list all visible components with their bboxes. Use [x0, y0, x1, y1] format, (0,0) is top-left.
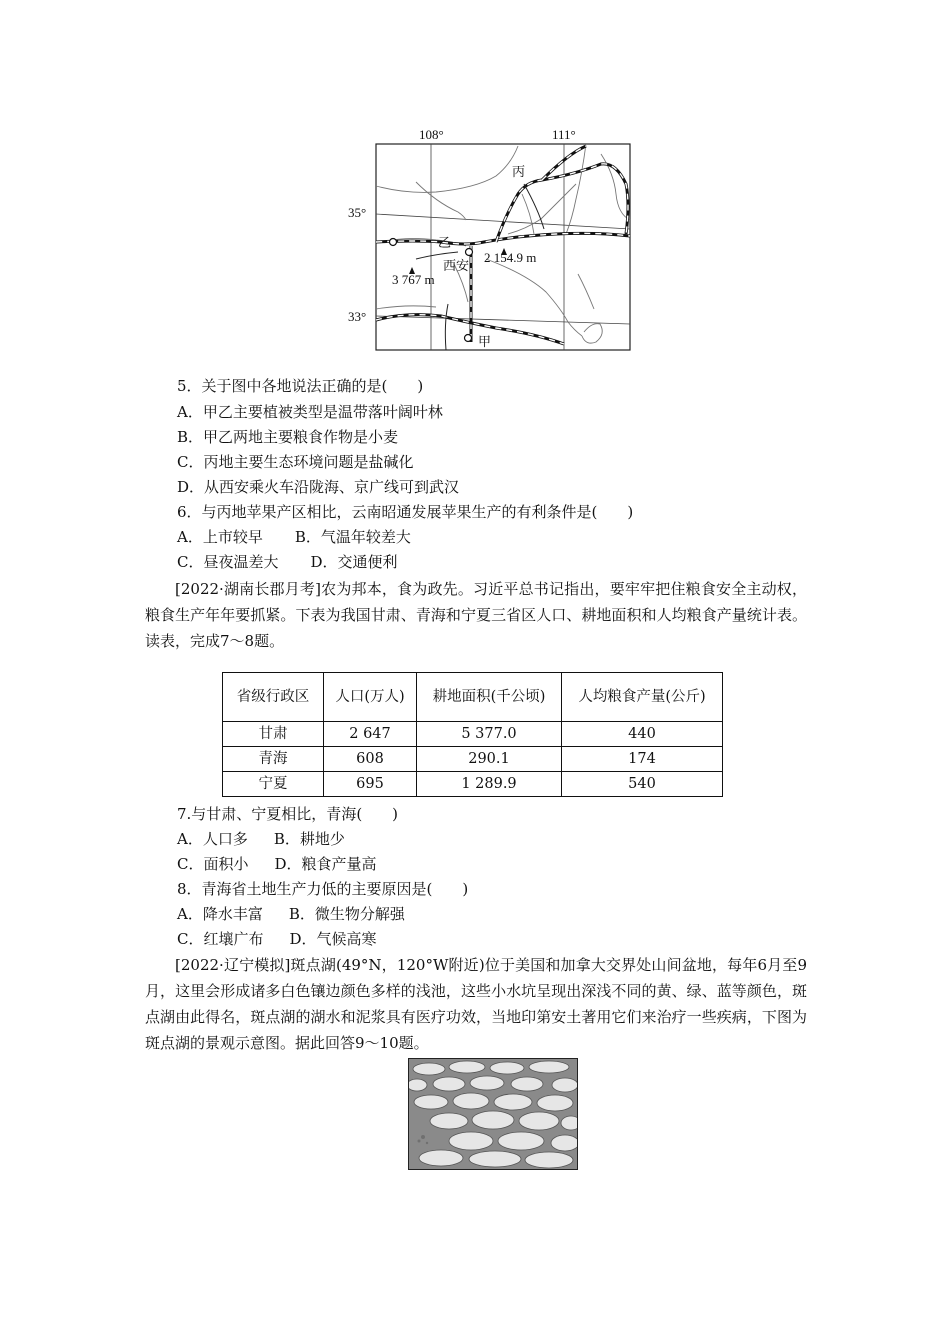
q5-option-b: B．甲乙两地主要粮食作物是小麦	[177, 428, 399, 446]
lon-label-108: 108°	[419, 127, 444, 142]
q7-options-row2	[177, 854, 377, 874]
q8-option-b: B．微生物分解强	[288, 905, 405, 923]
map-grid	[376, 144, 630, 350]
table-cell: 608	[324, 747, 417, 772]
q5-option-a: A．甲乙主要植被类型是温带落叶阔叶林	[177, 403, 443, 421]
intro-passage-7-8: [2022·湖南长郡月考]农为邦本，食为政先。习近平总书记指出，要牢牢把住粮食安全主动权，粮食生产年年要抓紧。下表为我国甘肃、青海和宁夏三省区人口、耕地面积和人均粮食产量统计表。读表，完成7～8题。	[145, 580, 807, 650]
map-railways	[376, 146, 630, 344]
q8-stem: 8．青海省土地生产力低的主要原因是( )	[177, 880, 469, 898]
table-row	[223, 772, 723, 797]
q5-option-c: C．丙地主要生态环境问题是盐碱化	[177, 453, 414, 471]
table-cell: 440	[562, 722, 723, 747]
xian-marker	[466, 249, 473, 256]
q8-options-row1	[177, 904, 405, 924]
place-xian: 西安	[443, 259, 470, 274]
table-cell: 2 647	[324, 722, 417, 747]
q8-option-c: C．红壤广布	[177, 930, 264, 948]
intro-passage-9-10: [2022·辽宁模拟]斑点湖(49°N，120°W附近)位于美国和加拿大交界处山间盆地，每年6月至9月，这里会形成诸多白色镶边颜色多样的浅池，这些小水坑呈现出深浅不同的黄、绿、蓝等颜色，斑点湖由此得名，斑点湖的湖水和泥浆具有医疗功效，当地印第安土著用它们来治疗一些疾病，下图为斑点湖的景观示意图。据此回答9～10题。	[145, 956, 807, 1052]
stats-table	[222, 672, 723, 797]
table-row	[223, 722, 723, 747]
q6-option-c: C．昼夜温差大	[177, 553, 279, 571]
table-header-row	[223, 673, 723, 722]
table-cell: 青海	[223, 747, 324, 772]
q7-option-d: D．粮食产量高	[274, 855, 377, 873]
q6-option-b: B．气温年较差大	[294, 528, 411, 546]
spotted-lake-illustration	[409, 1059, 577, 1169]
table-header: 省级行政区	[223, 673, 324, 722]
lon-label-111: 111°	[552, 127, 576, 142]
table-cell: 宁夏	[223, 772, 324, 797]
lat-label-33: 33°	[348, 309, 367, 324]
q7-options-row1	[177, 829, 345, 849]
map-frame	[376, 144, 630, 350]
q6-options-row2	[177, 552, 398, 572]
q6-option-a: A．上市较早	[177, 528, 263, 546]
q6-stem: 6．与丙地苹果产区相比，云南昭通发展苹果生产的有利条件是( )	[177, 503, 634, 521]
table-header: 耕地面积(千公顷)	[417, 673, 562, 722]
table-cell: 174	[562, 747, 723, 772]
q7-stem: 7.与甘肃、宁夏相比，青海( )	[177, 805, 399, 823]
table-cell: 甘肃	[223, 722, 324, 747]
q8-option-d: D．气候高寒	[289, 930, 377, 948]
place-bing: 丙	[512, 165, 526, 180]
q6-options-row1	[177, 527, 411, 547]
peak-label-2: 2 154.9 m	[484, 250, 537, 265]
table-cell: 290.1	[417, 747, 562, 772]
q5-stem: 5．关于图中各地说法正确的是( )	[177, 377, 424, 395]
jia-marker	[465, 335, 472, 342]
table-cell: 695	[324, 772, 417, 797]
city-marker	[390, 239, 397, 246]
q7-option-a: A．人口多	[177, 830, 248, 848]
table-cell: 540	[562, 772, 723, 797]
q8-options-row2	[177, 929, 377, 949]
map-figure	[346, 124, 646, 356]
q7-option-b: B．耕地少	[273, 830, 345, 848]
q6-option-d: D．交通便利	[310, 553, 398, 571]
table-cell: 1 289.9	[417, 772, 562, 797]
q8-option-a: A．降水丰富	[177, 905, 263, 923]
table-header: 人均粮食产量(公斤)	[562, 673, 723, 722]
spotted-lake-image	[408, 1058, 578, 1170]
place-jia: 甲	[478, 335, 492, 350]
table-header: 人口(万人)	[324, 673, 417, 722]
place-yi: 乙	[438, 236, 452, 251]
region-map	[346, 124, 646, 356]
peak-label-1: 3 767 m	[392, 272, 435, 287]
q5-option-d: D．从西安乘火车沿陇海、京广线可到武汉	[177, 478, 460, 496]
table-row	[223, 747, 723, 772]
q7-option-c: C．面积小	[177, 855, 249, 873]
lat-label-35: 35°	[348, 205, 367, 220]
table-cell: 5 377.0	[417, 722, 562, 747]
